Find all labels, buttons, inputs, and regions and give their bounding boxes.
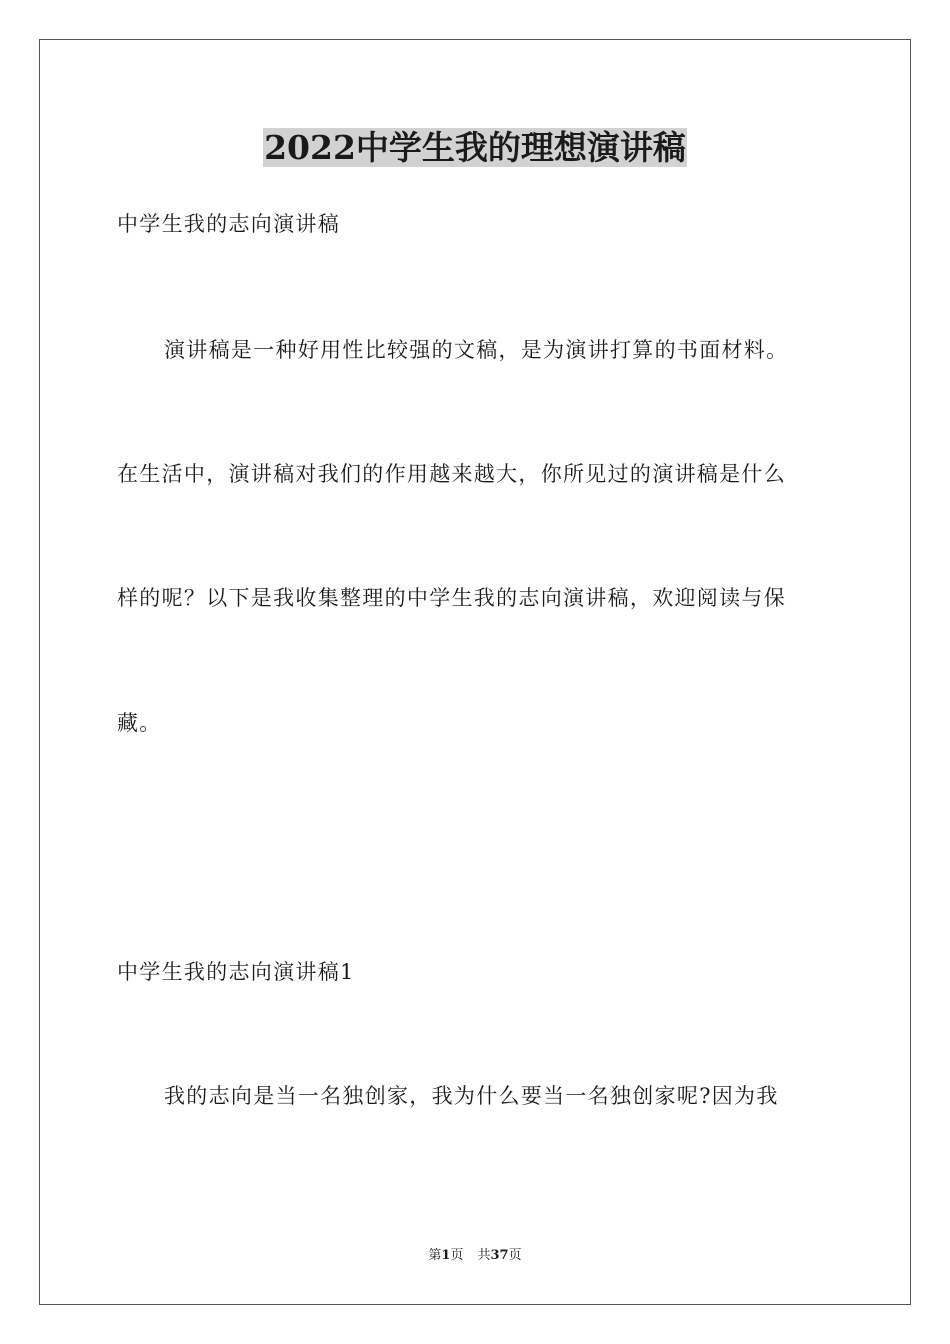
paragraph-line: 藏。: [117, 711, 162, 735]
document-title-text: 2022中学生我的理想演讲稿: [264, 128, 686, 167]
total-unit: 页: [508, 1248, 522, 1263]
page-unit: 页: [450, 1248, 464, 1263]
document-title: [0, 128, 950, 168]
paragraph-line: 演讲稿是一种好用性比较强的文稿，是为演讲打算的书面材料。: [164, 338, 789, 362]
page-footer: [0, 1247, 950, 1265]
paragraph-line: 我的志向是当一名独创家，我为什么要当一名独创家呢?因为我: [164, 1084, 779, 1108]
page-prefix: 第: [428, 1248, 442, 1263]
document-subtitle: 中学生我的志向演讲稿: [117, 212, 340, 236]
paragraph-line: 在生活中，演讲稿对我们的作用越来越大，你所见过的演讲稿是什么: [117, 462, 786, 486]
section-heading: 中学生我的志向演讲稿1: [117, 960, 355, 984]
total-prefix: 共: [477, 1248, 491, 1263]
paragraph-line: 样的呢？以下是我收集整理的中学生我的志向演讲稿，欢迎阅读与保: [117, 586, 786, 610]
current-page-number: 1: [441, 1248, 451, 1263]
total-page-count: 37: [490, 1248, 509, 1263]
